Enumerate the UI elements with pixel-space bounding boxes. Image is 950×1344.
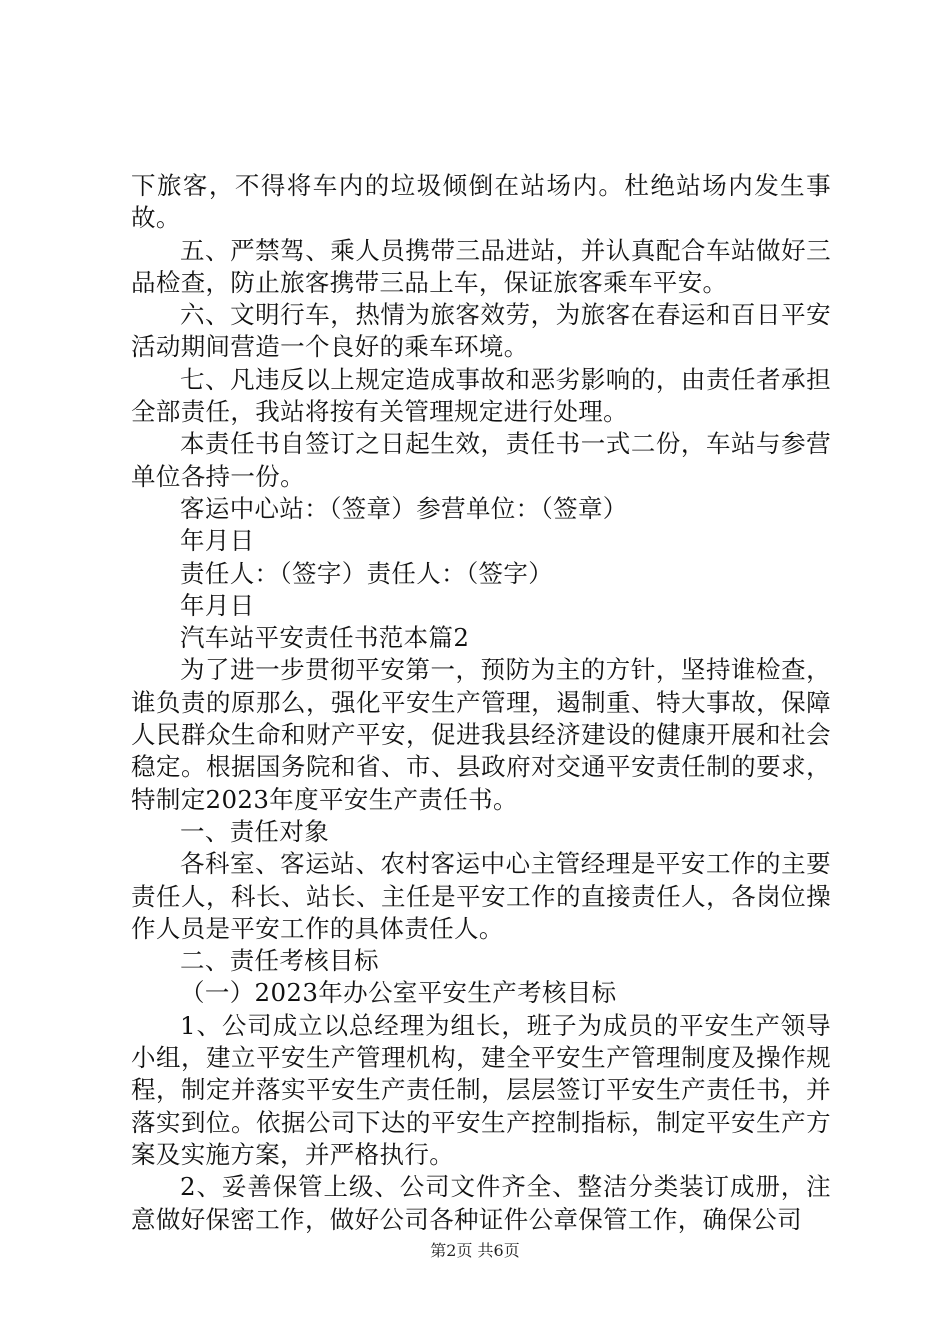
paragraph-goal-2: 2、妥善保管上级、公司文件齐全、整洁分类装订成册，注意做好保密工作，做好公司各种证件公章保管工作，确保公司 — [131, 1172, 831, 1234]
paragraph-continuation: 下旅客，不得将车内的垃圾倾倒在站场内。杜绝站场内发生事故。 — [131, 171, 831, 233]
date-line-2: 年月日 — [180, 590, 255, 620]
paragraph-item-5: 五、严禁驾、乘人员携带三品进站，并认真配合车站做好三品检查，防止旅客携带三品上车，保证旅客乘车平安。 — [131, 235, 831, 297]
date-line-1: 年月日 — [180, 526, 255, 556]
heading-assessment-goals: 二、责任考核目标 — [180, 946, 379, 976]
heading-responsibility-object: 一、责任对象 — [180, 816, 330, 846]
heading-office-goals: （一）2023年办公室平安生产考核目标 — [180, 978, 617, 1008]
document-body — [131, 170, 831, 1236]
signature-stamp-line: 客运中心站：（签章）参营单位：（签章） — [180, 493, 628, 523]
paragraph-item-7: 七、凡违反以上规定造成事故和恶劣影响的，由责任者承担全部责任，我站将按有关管理规定进行处理。 — [131, 364, 831, 427]
paragraph-responsibility-object: 各科室、客运站、农村客运中心主管经理是平安工作的主要责任人，科长、站长、主任是平安工作的直接责任人，各岗位操作人员是平安工作的具体责任人。 — [131, 849, 831, 943]
paragraph-intro: 为了进一步贯彻平安第一，预防为主的方针，坚持谁检查，谁负责的原那么，强化平安生产管理，遏制重、特大事故，保障人民群众生命和财产平安，促进我县经济建设的健康开展和社会稳定。根据国务院和省、市、县政府对交通平安责任制的要求，特制定2023年度平安生产责任书。 — [131, 655, 831, 814]
section-title: 汽车站平安责任书范本篇2 — [180, 623, 470, 653]
page-total: 共6页 — [477, 1241, 520, 1260]
page-footer — [0, 1241, 950, 1261]
paragraph-effective: 本责任书自签订之日起生效，责任书一式二份，车站与参营单位各持一份。 — [131, 429, 831, 491]
responsible-signature-line: 责任人：（签字）责任人：（签字） — [180, 558, 554, 588]
paragraph-item-6: 六、文明行车，热情为旅客效劳，为旅客在春运和百日平安活动期间营造一个良好的乘车环境。 — [131, 300, 831, 362]
page-number: 第2页 — [430, 1241, 473, 1260]
paragraph-goal-1: 1、公司成立以总经理为组长，班子为成员的平安生产领导小组，建立平安生产管理机构，建全平安生产管理制度及操作规程，制定并落实平安生产责任制，层层签订平安生产责任书，并落实到位。依据公司下达的平安生产控制指标，制定平安生产方案及实施方案，并严格执行。 — [131, 1010, 831, 1169]
